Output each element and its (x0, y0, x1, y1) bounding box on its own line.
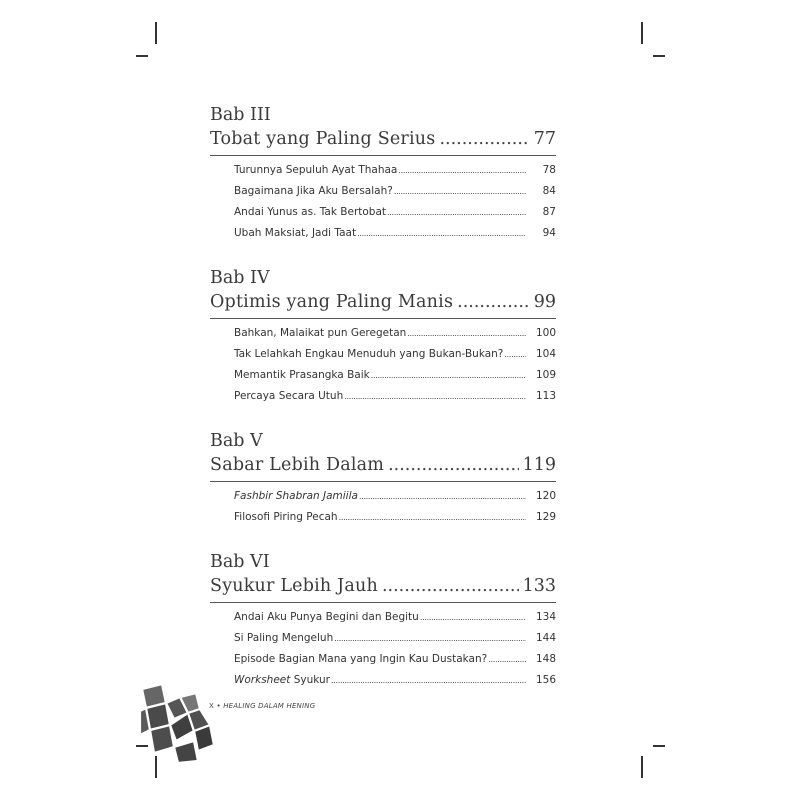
entry-title: Turunnya Sepuluh Ayat Thahaa (234, 164, 398, 176)
chapter-title: Optimis yang Paling Manis (210, 292, 454, 312)
chapter-page: 77 (533, 129, 556, 149)
entry-title-italic: Worksheet (234, 674, 291, 686)
entry-title: Si Paling Mengeluh (234, 632, 334, 644)
dot-leader (331, 671, 526, 691)
toc-entry (234, 181, 556, 202)
entry-page: 148 (535, 653, 556, 665)
dot-leader (357, 224, 526, 244)
chapter-number: Bab III (210, 105, 271, 125)
dot-leader (407, 324, 526, 344)
dot-leader (344, 387, 526, 407)
footer-page-number: X (209, 702, 214, 710)
entry-page: 129 (535, 511, 556, 523)
dot-leader (439, 127, 529, 151)
footer-book-title: HEALING DALAM HENING (223, 702, 316, 710)
crop-mark-top-right-horizontal (653, 55, 665, 57)
entry-title: Episode Bagian Mana yang Ingin Kau Dustakan? (234, 653, 488, 665)
chapter-title-row (210, 574, 556, 603)
table-of-contents (210, 103, 556, 713)
dot-leader (334, 629, 526, 649)
toc-entry (234, 386, 556, 407)
chapter-6 (210, 550, 556, 691)
geometric-ornament-icon (138, 683, 214, 763)
entry-page: 109 (535, 369, 556, 381)
entry-title-suffix: Syukur (290, 674, 330, 686)
chapter-title-row (210, 127, 556, 156)
crop-mark-bottom-right-horizontal (653, 745, 665, 747)
chapter-number: Bab IV (210, 268, 270, 288)
dot-leader (504, 345, 526, 365)
chapter-title: Syukur Lebih Jauh (210, 576, 378, 596)
entry-page: 84 (542, 185, 556, 197)
toc-entry (234, 507, 556, 528)
chapter-page: 99 (533, 292, 556, 312)
entry-title: Ubah Maksiat, Jadi Taat (234, 227, 357, 239)
entry-title: Filosofi Piring Pecah (234, 511, 338, 523)
dot-leader (420, 608, 526, 628)
chapter-number: Bab V (210, 431, 263, 451)
chapter-title: Sabar Lebih Dalam (210, 455, 385, 475)
entry-page: 100 (535, 327, 556, 339)
crop-mark-bottom-right-vertical (641, 756, 643, 778)
entry-title: Fashbir Shabran Jamiila (234, 490, 358, 502)
dot-leader (488, 650, 526, 670)
entry-title: Memantik Prasangka Baik (234, 369, 370, 381)
toc-entry (234, 160, 556, 181)
crop-mark-top-right-vertical (641, 22, 643, 44)
footer-separator: • (216, 702, 221, 710)
dot-leader (382, 574, 519, 598)
entry-page: 144 (535, 632, 556, 644)
entry-page: 156 (535, 674, 556, 686)
dot-leader (387, 203, 526, 223)
toc-entry (234, 344, 556, 365)
toc-entry (234, 649, 556, 670)
entry-title: Tak Lelahkah Engkau Menuduh yang Bukan-Bukan? (234, 348, 504, 360)
chapter-page: 119 (522, 455, 556, 475)
chapter-title-row (210, 290, 556, 319)
entry-title: Bahkan, Malaikat pun Geregetan (234, 327, 407, 339)
page-footer (209, 702, 315, 710)
dot-leader (394, 182, 526, 202)
chapter-4 (210, 266, 556, 407)
entry-title: Andai Yunus as. Tak Bertobat (234, 206, 387, 218)
crop-mark-top-left-vertical (155, 22, 157, 44)
entry-page: 134 (535, 611, 556, 623)
entry-title-group (234, 670, 330, 690)
chapter-title-row (210, 453, 556, 482)
toc-entry (234, 202, 556, 223)
crop-mark-top-left-horizontal (136, 55, 148, 57)
entry-page: 94 (542, 227, 556, 239)
chapter-page: 133 (522, 576, 556, 596)
dot-leader (388, 453, 519, 477)
toc-entry (234, 670, 556, 691)
toc-entry (234, 486, 556, 507)
toc-entry (234, 223, 556, 244)
toc-entry (234, 323, 556, 344)
entry-title: Percaya Secara Utuh (234, 390, 344, 402)
entry-page: 104 (535, 348, 556, 360)
entry-page: 120 (535, 490, 556, 502)
entry-page: 87 (542, 206, 556, 218)
toc-entry (234, 607, 556, 628)
toc-entry (234, 365, 556, 386)
entry-page: 113 (535, 390, 556, 402)
entry-page: 78 (542, 164, 556, 176)
chapter-3 (210, 103, 556, 244)
chapter-5 (210, 429, 556, 528)
entry-title: Andai Aku Punya Begini dan Begitu (234, 611, 419, 623)
chapter-title: Tobat yang Paling Serius (210, 129, 436, 149)
chapter-number: Bab VI (210, 552, 270, 572)
dot-leader (359, 487, 526, 507)
toc-entry (234, 628, 556, 649)
dot-leader (339, 508, 526, 528)
dot-leader (371, 366, 526, 386)
dot-leader (398, 161, 526, 181)
dot-leader (457, 290, 530, 314)
entry-title: Bagaimana Jika Aku Bersalah? (234, 185, 393, 197)
